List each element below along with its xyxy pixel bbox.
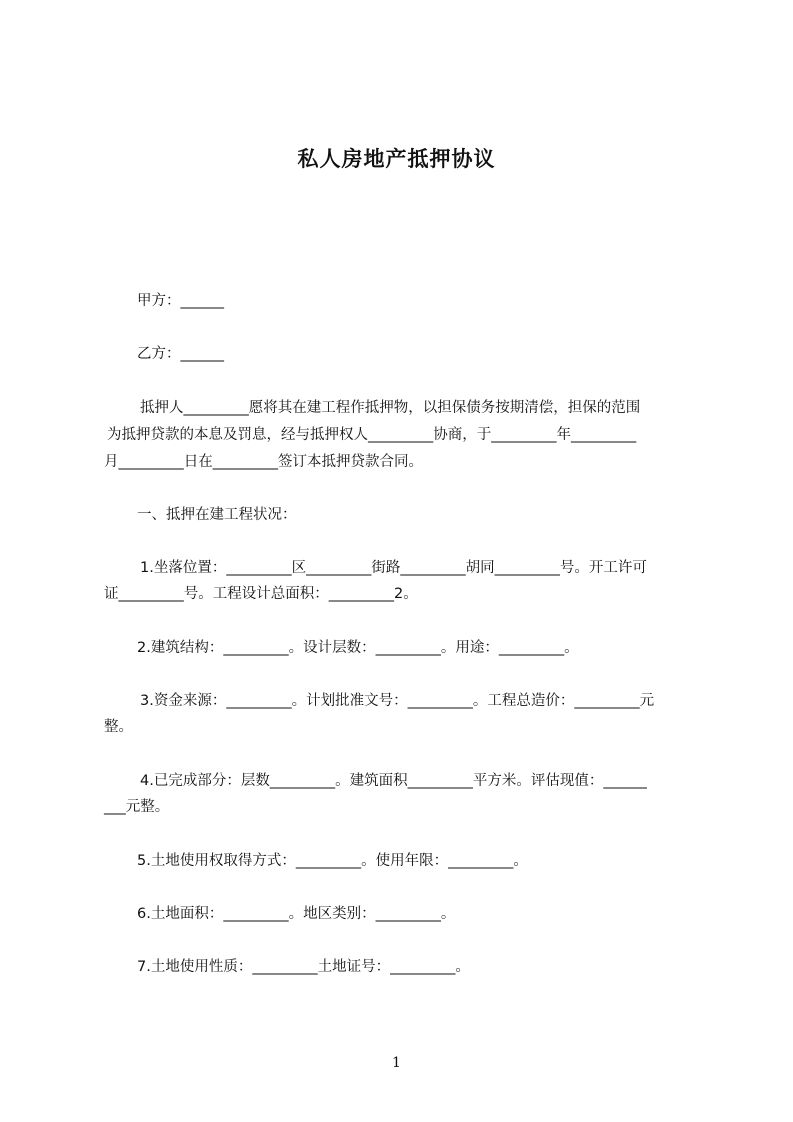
page-number: 1 [392, 1055, 401, 1071]
intro-line-1: 抵押人_________愿将其在建工程作抵押物，以担保债务按期清偿，担保的范围 [140, 400, 641, 416]
document-title: 私人房地产抵押协议 [297, 147, 496, 171]
item-2-line: 2.建筑结构：_________。设计层数：_________。用途：_________。 [137, 640, 579, 656]
item-6-line: 6.土地面积：_________。地区类别：_________。 [137, 906, 456, 922]
section-1-heading: 一、抵押在建工程状况： [137, 507, 297, 523]
item-3-line-2: 整。 [104, 719, 133, 735]
item-5-line: 5.土地使用权取得方式：_________。使用年限：_________。 [137, 853, 528, 869]
intro-line-2: 为抵押贷款的本息及罚息，经与抵押权人_________协商，于_________年_________ [107, 427, 637, 443]
intro-line-3: 月_________日在_________签订本抵押贷款合同。 [104, 454, 423, 470]
item-7-line: 7.土地使用性质：_________土地证号：_________。 [137, 959, 470, 975]
item-4-line-1: 4.已完成部分：层数_________。建筑面积_________平方米。评估现值：______ [140, 773, 647, 789]
item-1-line-1: 1.坐落位置：_________区_________街路_________胡同_________号。开工许可 [140, 560, 647, 576]
item-3-line-1: 3.资金来源：_________。计划批准文号：_________。工程总造价：_________元 [140, 693, 655, 709]
item-1-line-2: 证_________号。工程设计总面积：_________2。 [104, 586, 418, 602]
party-a-line: 甲方：______ [137, 293, 224, 309]
item-4-line-2: ___元整。 [104, 799, 170, 815]
party-b-line: 乙方：______ [137, 346, 224, 362]
